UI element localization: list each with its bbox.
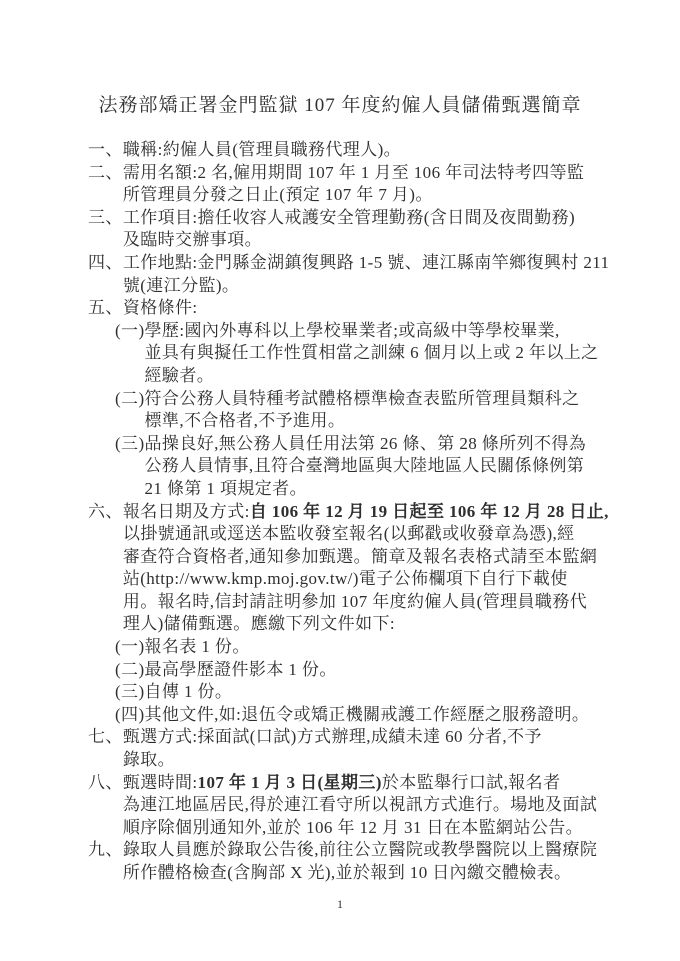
list-item — [88, 501, 680, 637]
text-line — [145, 636, 250, 659]
text-line — [123, 591, 609, 614]
text-segment: 所作體格檢查(含胸部 X 光),並於報到 10 日內繳交體檢表。 — [122, 863, 572, 882]
text-line — [123, 772, 597, 795]
document-title: 法務部矯正署金門監獄 107 年度約僱人員儲備甄選簡章 — [98, 95, 582, 116]
item-label: 六、 — [88, 501, 123, 521]
text-line — [123, 726, 542, 749]
item-label: 三、 — [88, 207, 123, 227]
text-line — [145, 433, 587, 456]
text-line — [145, 659, 337, 682]
text-segment: 21 條第 1 項規定者。 — [144, 478, 307, 498]
list-item — [88, 839, 680, 884]
text-line — [145, 704, 590, 727]
text-segment: 用。報名時,信封請註明參加 107 年度約僱人員(管理員職務代 — [122, 591, 588, 611]
text-segment: 所管理員分發之日止(預定 107 年 7 月)。 — [122, 185, 433, 205]
text-line — [123, 749, 542, 772]
item-label: (三) — [115, 433, 145, 453]
text-line — [123, 839, 597, 862]
item-label: (四) — [115, 704, 145, 724]
item-text — [145, 388, 580, 433]
list-item — [88, 726, 680, 771]
list-subitem — [115, 659, 680, 682]
text-line — [123, 229, 575, 252]
item-text — [145, 433, 587, 501]
text-line — [123, 162, 585, 185]
item-text — [123, 839, 597, 884]
item-label: 一、 — [88, 140, 123, 159]
item-label: 九、 — [88, 840, 123, 860]
text-segment: 資格條件: — [122, 298, 198, 318]
text-line — [145, 455, 587, 478]
text-segment: 錄取。 — [122, 750, 176, 770]
item-text — [123, 501, 609, 637]
text-segment: 品操良好,無公務人員任用法第 26 條、第 28 條所列不得為 — [144, 433, 587, 453]
text-line — [123, 501, 609, 524]
item-text — [123, 772, 597, 840]
text-segment: 經驗者。 — [144, 365, 215, 385]
item-text — [123, 207, 575, 252]
list-item — [88, 772, 680, 840]
text-segment: 工作項目:擔任收容人戒護安全管理勤務(含日間及夜間勤務) — [122, 207, 576, 227]
item-text — [123, 297, 198, 320]
text-segment: 最高學歷證件影本 1 份。 — [144, 659, 337, 679]
text-line — [145, 478, 587, 501]
list-subitem — [115, 681, 680, 704]
text-line — [145, 320, 599, 343]
text-segment: 錄取人員應於錄取公告後,前往公立醫院或教學醫院以上醫療院 — [122, 840, 598, 860]
item-text — [145, 636, 250, 659]
text-segment: 以掛號通訊或逕送本監收發室報名(以郵戳或收發章為憑),經 — [122, 524, 575, 544]
item-label: 八、 — [88, 772, 123, 792]
text-segment: 自傳 1 份。 — [144, 682, 233, 702]
text-line — [145, 681, 233, 704]
text-line — [145, 365, 599, 388]
list-item — [88, 252, 680, 297]
text-segment: 工作地點:金門縣金湖鎮復興路 1-5 號、連江縣南竿鄉復興村 211 — [122, 252, 610, 272]
list-subitem — [115, 433, 680, 501]
text-line — [123, 546, 609, 569]
text-line — [145, 388, 580, 411]
text-segment: 及臨時交辦事項。 — [122, 230, 263, 250]
text-line — [123, 207, 575, 230]
text-line — [123, 568, 609, 591]
text-segment: 號(連江分監)。 — [122, 275, 240, 295]
text-line — [145, 410, 580, 433]
item-label: (二) — [115, 659, 145, 679]
text-line — [123, 817, 597, 840]
text-line — [123, 794, 597, 817]
text-segment: 學歷:國內外專科以上學校畢業者;或高級中等學校畢業, — [144, 320, 560, 340]
list-subitem — [115, 704, 680, 727]
text-segment: 甄選時間: — [122, 772, 198, 792]
text-segment: 理人)儲備甄選。應繳下列文件如下: — [122, 614, 395, 634]
item-text — [145, 704, 590, 727]
item-text — [123, 252, 610, 297]
text-line — [123, 523, 609, 546]
item-text — [145, 659, 337, 682]
item-text — [145, 681, 233, 704]
text-line — [123, 297, 198, 320]
page-number: 1 — [337, 897, 343, 911]
item-text — [123, 139, 401, 162]
item-text — [145, 320, 599, 388]
list-subitem — [115, 320, 680, 388]
text-segment: 其他文件,如:退伍令或矯正機關戒護工作經歷之服務證明。 — [144, 704, 590, 724]
text-segment: 報名日期及方式: — [122, 501, 250, 521]
list-item — [88, 207, 680, 252]
list-subitem — [115, 388, 680, 433]
text-line — [123, 275, 610, 298]
text-line — [123, 862, 597, 885]
item-text — [123, 726, 542, 771]
text-segment: 職稱:約僱人員(管理員職務代理人)。 — [122, 140, 402, 159]
text-segment: 於本監舉行口試,報名者 — [381, 772, 561, 792]
bold-text-segment: 107 年 1 月 3 日(星期三) — [197, 772, 382, 792]
text-segment: 站(http://www.kmp.moj.gov.tw/)電子公佈欄項下自行下載使 — [122, 569, 568, 589]
text-segment: 標準,不合格者,不予進用。 — [144, 411, 346, 431]
item-label: (一) — [115, 320, 145, 340]
text-segment: 甄選方式:採面試(口試)方式辦理,成績未達 60 分者,不予 — [122, 727, 542, 747]
text-segment: 並具有與擬任工作性質相當之訓練 6 個月以上或 2 年以上之 — [144, 343, 599, 363]
document-body — [88, 139, 680, 885]
list-item — [88, 162, 680, 207]
item-label: 二、 — [88, 162, 123, 182]
item-text — [123, 162, 585, 207]
item-label: 四、 — [88, 252, 123, 272]
item-label: (一) — [115, 637, 145, 657]
text-line — [123, 139, 401, 162]
item-label: 七、 — [88, 727, 123, 747]
text-segment: 報名表 1 份。 — [144, 637, 250, 657]
item-label: (二) — [115, 388, 145, 408]
text-line — [123, 252, 610, 275]
text-line — [123, 184, 585, 207]
text-line — [123, 613, 609, 636]
text-segment: 需用名額:2 名,僱用期間 107 年 1 月至 106 年司法特考四等監 — [122, 162, 585, 182]
text-segment: 公務人員情事,且符合臺灣地區與大陸地區人民關係條例第 — [144, 456, 585, 476]
item-label: (三) — [115, 682, 145, 702]
text-segment: 順序除個別通知外,並於 106 年 12 月 31 日在本監網站公告。 — [122, 817, 584, 837]
list-subitem — [115, 636, 680, 659]
text-line — [145, 342, 599, 365]
text-segment: 符合公務人員特種考試體格標準檢查表監所管理員類科之 — [144, 388, 580, 408]
bold-text-segment: 自 106 年 12 月 19 日起至 106 年 12 月 28 日止, — [249, 501, 609, 521]
item-label: 五、 — [88, 298, 123, 318]
text-segment: 審查符合資格者,通知參加甄選。簡章及報名表格式請至本監網 — [122, 546, 598, 566]
text-segment: 為連江地區居民,得於連江看守所以視訊方式進行。場地及面試 — [122, 795, 598, 815]
list-item — [88, 139, 680, 162]
list-item — [88, 297, 680, 320]
